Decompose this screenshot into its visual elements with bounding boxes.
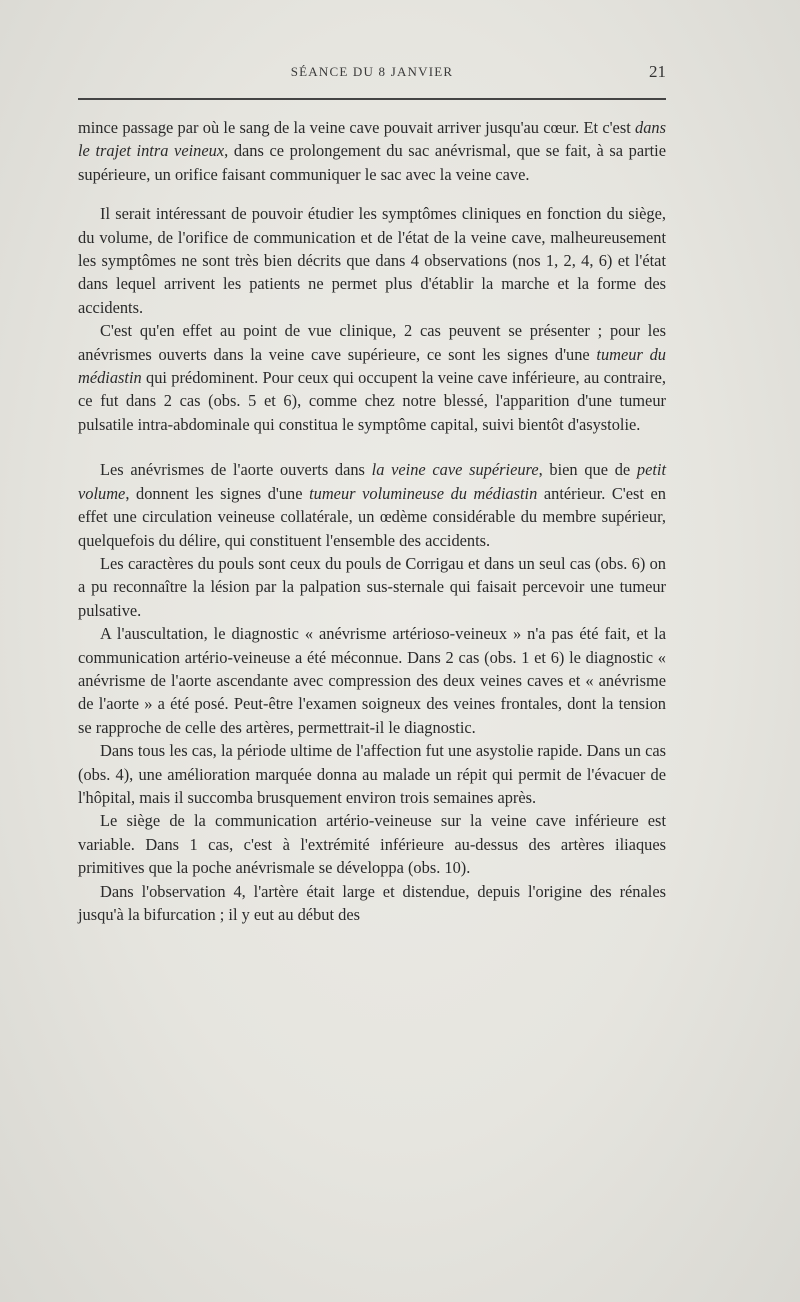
italic-run: tumeur volumineuse du médiastin xyxy=(309,483,538,503)
paragraph xyxy=(78,622,666,739)
page-header xyxy=(78,62,666,84)
text-run: , dans ce prolongement du sac anévrismal, que se fait, à sa partie supérieure, un orifice faisant communiquer le sac avec la veine cave. xyxy=(78,141,666,184)
text-run: Il serait intéressant de pouvoir étudier les symptômes cliniques en fonction du siège, du volume, de l'orifice de communication et de l'état de la veine cave, malheureusement les symptômes ne sont très bien décrits que dans 4 observations (nos 1, 2, 4, 6) et l'état dans lequel arrivent les patients ne permet plus d'établir la marche et la forme des accidents. xyxy=(78,204,666,317)
header-rule xyxy=(78,98,666,100)
body-text xyxy=(78,116,666,926)
text-run: Dans l'observation 4, l'artère était large et distendue, depuis l'origine des rénales jusqu'à la bifurcation ; il y eut au début des xyxy=(78,881,666,924)
italic-run: petit volume xyxy=(78,460,667,503)
text-run: , donnent les signes d'une xyxy=(125,483,310,503)
paragraph xyxy=(78,739,666,809)
paragraph xyxy=(78,809,666,879)
running-title: SÉANCE DU 8 JANVIER xyxy=(290,64,454,79)
italic-run: la veine cave supérieure xyxy=(371,460,539,480)
text-run: C'est qu'en effet au point de vue clinique, 2 cas peuvent se présenter ; pour les anévrismes ouverts dans la veine cave supérieure, ce sont les signes d'une xyxy=(78,321,666,364)
paragraph xyxy=(78,202,666,319)
italic-run: tumeur du médiastin xyxy=(78,344,666,388)
text-run: Les anévrismes de l'aorte ouverts dans xyxy=(100,460,372,480)
text-run: qui prédominent. Pour ceux qui occupent la veine cave inférieure, au contraire, ce fut dans 2 cas (obs. 5 et 6), comme chez notre blessé, l'apparition d'une tumeur pulsatile intra-abdominale qui constitua le symptôme capital, suivi bientôt d'asystolie. xyxy=(78,368,666,434)
text-run: mince passage par où le sang de la veine cave pouvait arriver jusqu'au cœur. Et c'est xyxy=(78,118,636,137)
text-run: antérieur. C'est en effet une circulation veineuse collatérale, un œdème considérable du membre supérieur, quelquefois du délire, qui constituent l'ensemble des accidents. xyxy=(78,483,666,550)
text-run: A l'auscultation, le diagnostic « anévrisme artérioso-veineux » n'a pas été fait, et la communication artério-veineuse a été méconnue. Dans 2 cas (obs. 1 et 6) le diagnostic « anévrisme de l'aorte ascendante avec compression des deux veines caves et « anévrisme de l'aorte » a été posé. Peut-être l'examen soigneux des veines frontales, dont la tension se rapproche de celle des artères, permettrait-il le diagnostic. xyxy=(78,624,666,737)
page-number: 21 xyxy=(649,62,666,81)
paragraph xyxy=(78,458,666,552)
text-run: Les caractères du pouls sont ceux du pouls de Corrigau et dans un seul cas (obs. 6) on a pu reconnaître la lésion par la palpation sus-sternale qui faisait percevoir une tumeur pulsative. xyxy=(78,553,666,620)
text-run: Dans tous les cas, la période ultime de l'affection fut une asystolie rapide. Dans un cas (obs. 4), une amélioration marquée donna au malade un répit qui permit de l'évacuer de l'hôpital, mais il succomba brusquement environ trois semaines après. xyxy=(78,741,666,807)
text-run: Le siège de la communication artério-veineuse sur la veine cave inférieure est variable. Dans 1 cas, c'est à l'extrémité inférieure au-dessus des artères iliaques primitives que la poche anévrismale se développa (obs. 10). xyxy=(78,811,666,878)
text-run: , bien que de xyxy=(538,460,637,480)
paragraph xyxy=(78,116,666,186)
italic-run: dans le trajet intra veineux xyxy=(78,118,666,161)
paragraph xyxy=(78,552,666,622)
paragraph xyxy=(78,880,666,927)
paragraph xyxy=(78,319,666,436)
